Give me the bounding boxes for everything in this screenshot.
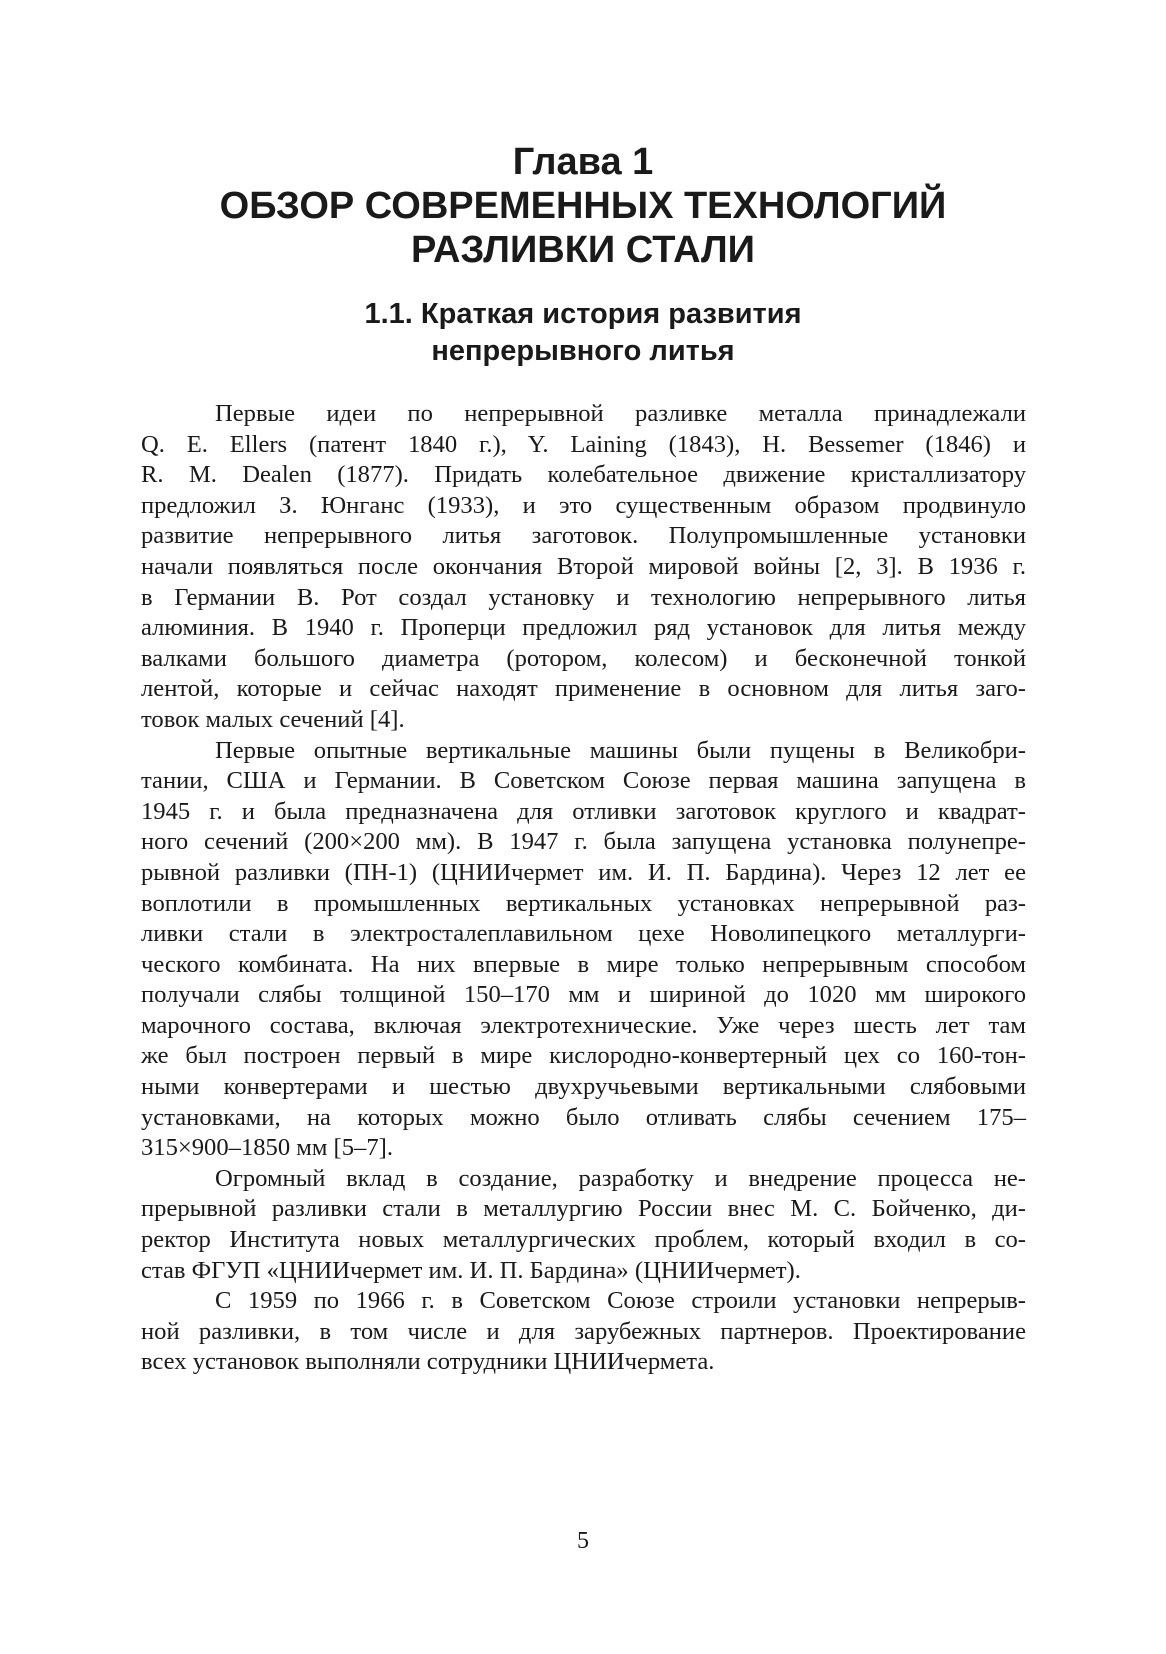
paragraph bbox=[141, 736, 1026, 1164]
paragraph-line: прерывной разливки стали в металлургию России внес М. С. Бойченко, ди- bbox=[141, 1195, 1026, 1223]
chapter-heading bbox=[0, 140, 1166, 272]
paragraph-line: рывной разливки (ПН-1) (ЦНИИчермет им. И. П. Бардина). Через 12 лет ее bbox=[141, 858, 1026, 886]
paragraph-line: 1945 г. и была предназначена для отливки заготовок круглого и квадрат- bbox=[141, 797, 1026, 825]
paragraph-line: ной разливки, в том числе и для зарубежных партнеров. Проектирование bbox=[141, 1317, 1026, 1345]
paragraph-line: всех установок выполняли сотрудники ЦНИИчермета. bbox=[141, 1348, 715, 1376]
paragraph-line: ливки стали в электросталеплавильном цехе Новолипецкого металлурги- bbox=[141, 920, 1026, 948]
paragraph-line: лентой, которые и сейчас находят применение в основном для литья заго- bbox=[141, 675, 1026, 703]
paragraph-line: Первые идеи по непрерывной разливке металла принадлежали bbox=[215, 400, 1026, 427]
paragraph bbox=[141, 1286, 1026, 1378]
chapter-title-line: ОБЗОР СОВРЕМЕННЫХ ТЕХНОЛОГИЙ bbox=[219, 185, 947, 227]
paragraph-line: тании, США и Германии. В Советском Союзе первая машина запущена в bbox=[141, 767, 1026, 795]
paragraph-line: начали появляться после окончания Второй мировой войны [2, 3]. В 1936 г. bbox=[141, 552, 1026, 580]
paragraph-line: Огромный вклад в создание, разработку и внедрение процесса не- bbox=[215, 1164, 1026, 1192]
paragraph-line: ного сечений (200×200 мм). В 1947 г. была запущена установка полунепре- bbox=[141, 828, 1026, 856]
paragraph-line: установками, на которых можно было отливать слябы сечением 175– bbox=[141, 1103, 1026, 1131]
paragraph-line: став ФГУП «ЦНИИчермет им. И. П. Бардина» (ЦНИИчермет). bbox=[141, 1256, 801, 1284]
paragraph-line: же был построен первый в мире кислородно-конвертерный цех со 160-тон- bbox=[141, 1042, 1026, 1070]
chapter-label: Глава 1 bbox=[512, 141, 654, 183]
paragraph-line: ными конвертерами и шестью двухручьевыми вертикальными слябовыми bbox=[141, 1073, 1026, 1101]
paragraph-line: воплотили в промышленных вертикальных установках непрерывной раз- bbox=[141, 889, 1026, 917]
paragraph-line: Первые опытные вертикальные машины были пущены в Великобри- bbox=[215, 736, 1026, 764]
body-text bbox=[141, 399, 1026, 1378]
paragraph-line: ректор Института новых металлургических проблем, который входил в со- bbox=[141, 1226, 1026, 1254]
paragraph bbox=[141, 399, 1026, 736]
paragraph bbox=[141, 1164, 1026, 1286]
paragraph-line: в Германии В. Рот создал установку и технологию непрерывного литья bbox=[141, 583, 1026, 611]
paragraph-line: Q. E. Ellers (патент 1840 г.), Y. Laining (1843), H. Bessemer (1846) и bbox=[141, 430, 1026, 458]
paragraph-line: получали слябы толщиной 150–170 мм и шириной до 1020 мм широкого bbox=[141, 981, 1026, 1009]
paragraph-line: R. M. Dealen (1877). Придать колебательное движение кристаллизатору bbox=[141, 461, 1026, 489]
section-title-line: непрерывного литья bbox=[431, 335, 735, 367]
chapter-title-line: РАЗЛИВКИ СТАЛИ bbox=[411, 229, 755, 271]
paragraph-line: развитие непрерывного литья заготовок. Полупромышленные установки bbox=[141, 522, 1026, 550]
paragraph-line: товок малых сечений [4]. bbox=[141, 705, 405, 733]
page-number: 5 bbox=[577, 1528, 589, 1554]
paragraph-line: ческого комбината. На них впервые в мире только непрерывным способом bbox=[141, 950, 1026, 978]
paragraph-line: алюминия. В 1940 г. Проперци предложил ряд установок для литья между bbox=[141, 614, 1026, 642]
paragraph-line: С 1959 по 1966 г. в Советском Союзе строили установки непрерыв- bbox=[215, 1287, 1026, 1315]
paragraph-line: марочного состава, включая электротехнические. Уже через шесть лет там bbox=[141, 1011, 1026, 1039]
section-title-line: 1.1. Краткая история развития bbox=[364, 298, 802, 330]
paragraph-line: предложил З. Юнганс (1933), и это существенным образом продвинуло bbox=[141, 491, 1026, 519]
paragraph-line: валками большого диаметра (ротором, колесом) и бесконечной тонкой bbox=[141, 644, 1026, 672]
paragraph-line: 315×900–1850 мм [5–7]. bbox=[141, 1134, 393, 1162]
section-heading bbox=[0, 296, 1166, 370]
